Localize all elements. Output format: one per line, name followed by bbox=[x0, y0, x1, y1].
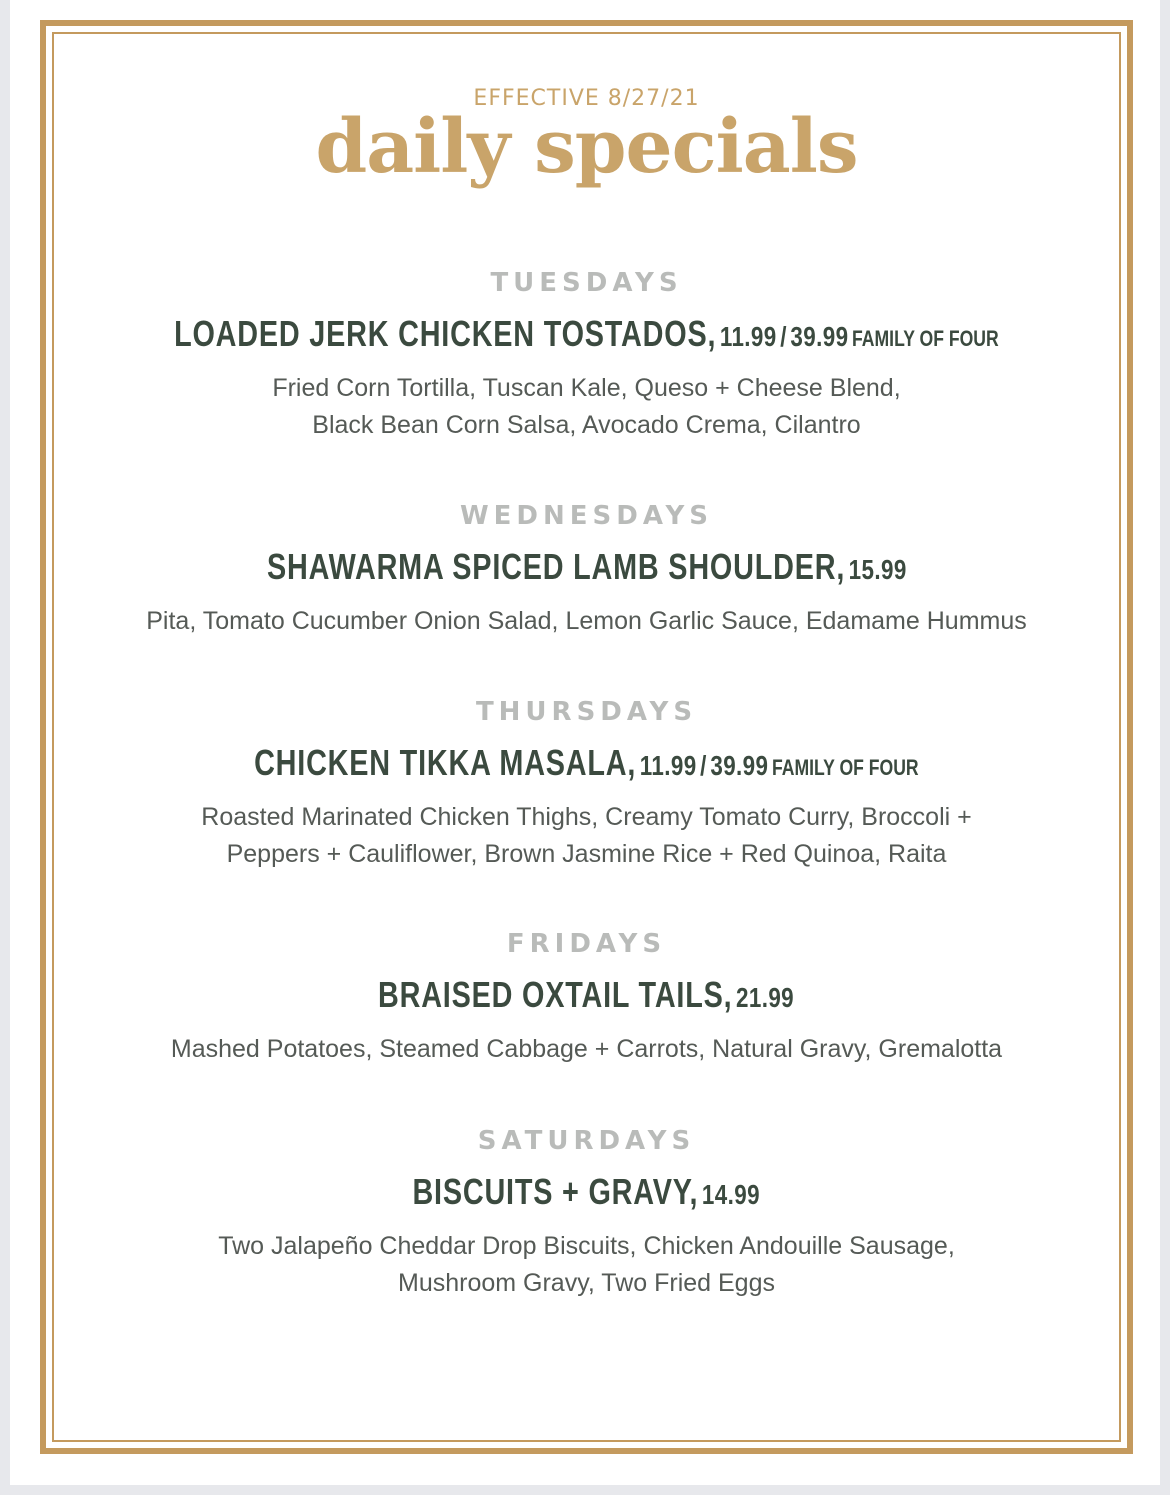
description-line: Mushroom Gravy, Two Fried Eggs bbox=[398, 1269, 775, 1297]
special-saturday bbox=[54, 1124, 1119, 1302]
dish-description bbox=[54, 370, 1119, 444]
dish-description bbox=[54, 603, 1119, 640]
dish-name: LOADED JERK CHICKEN TOSTADOS, bbox=[174, 313, 717, 354]
dish-price: 15.99 bbox=[848, 554, 907, 585]
special-tuesday bbox=[54, 266, 1119, 444]
dish-price: 11.99 bbox=[719, 321, 777, 352]
special-wednesday bbox=[54, 499, 1119, 640]
description-line: Peppers + Cauliflower, Brown Jasmine Rice + Red Quinoa, Raita bbox=[226, 840, 947, 868]
family-price: 39.99 bbox=[710, 750, 769, 781]
day-heading: THURSDAYS bbox=[475, 697, 698, 727]
dish-description bbox=[54, 1228, 1119, 1302]
dish-price: 14.99 bbox=[702, 1179, 761, 1210]
description-line: Black Bean Corn Salsa, Avocado Crema, Cilantro bbox=[312, 411, 861, 439]
special-thursday bbox=[54, 695, 1119, 873]
dish-line bbox=[54, 973, 1119, 1017]
price-separator: / bbox=[780, 321, 787, 352]
dish-description bbox=[54, 1031, 1119, 1068]
family-price: 39.99 bbox=[790, 321, 849, 352]
dish-description bbox=[54, 799, 1119, 873]
dish-name: BISCUITS + GRAVY, bbox=[412, 1171, 699, 1212]
page-title: daily specials bbox=[315, 104, 858, 190]
family-label: FAMILY OF FOUR bbox=[772, 755, 919, 780]
dish-line bbox=[54, 1170, 1119, 1214]
day-heading: SATURDAYS bbox=[477, 1126, 696, 1156]
description-line: Roasted Marinated Chicken Thighs, Creamy Tomato Curry, Broccoli + bbox=[201, 803, 972, 831]
day-heading: FRIDAYS bbox=[506, 929, 667, 959]
dish-price: 21.99 bbox=[736, 982, 795, 1013]
dish-line bbox=[54, 545, 1119, 589]
day-heading: WEDNESDAYS bbox=[459, 501, 714, 531]
dish-line bbox=[54, 312, 1119, 356]
description-line: Mashed Potatoes, Steamed Cabbage + Carrots, Natural Gravy, Gremalotta bbox=[170, 1035, 1003, 1063]
dish-price: 11.99 bbox=[639, 750, 697, 781]
effective-date: EFFECTIVE 8/27/21 bbox=[473, 86, 700, 111]
description-line: Pita, Tomato Cucumber Onion Salad, Lemon Garlic Sauce, Edamame Hummus bbox=[146, 607, 1027, 635]
description-line: Fried Corn Tortilla, Tuscan Kale, Queso + Cheese Blend, bbox=[272, 374, 901, 402]
day-heading: TUESDAYS bbox=[490, 268, 683, 298]
dish-name: BRAISED OXTAIL TAILS, bbox=[378, 974, 733, 1015]
special-friday bbox=[54, 927, 1119, 1068]
family-label: FAMILY OF FOUR bbox=[852, 326, 999, 351]
menu-content bbox=[54, 34, 1119, 1440]
menu-page bbox=[10, 0, 1160, 1485]
price-separator: / bbox=[700, 750, 707, 781]
dish-name: SHAWARMA SPICED LAMB SHOULDER, bbox=[266, 546, 845, 587]
dish-line bbox=[54, 741, 1119, 785]
dish-name: CHICKEN TIKKA MASALA, bbox=[254, 742, 637, 783]
description-line: Two Jalapeño Cheddar Drop Biscuits, Chicken Andouille Sausage, bbox=[218, 1232, 955, 1260]
